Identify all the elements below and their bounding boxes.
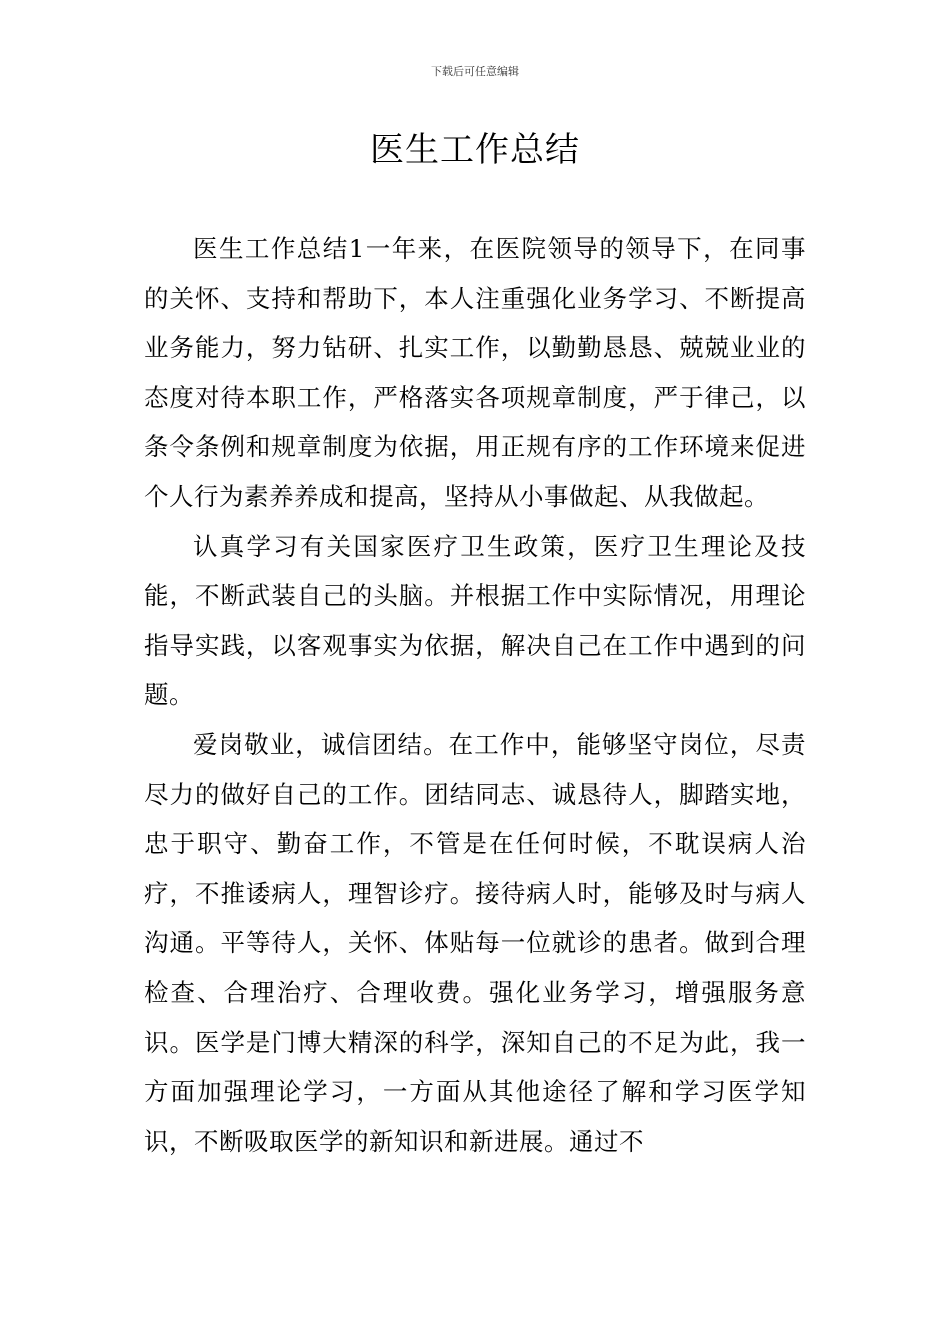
document-title: 医生工作总结 (370, 130, 580, 170)
paragraph-3: 爱岗敬业，诚信团结。在工作中，能够坚守岗位，尽责尽力的做好自己的工作。团结同志、诚恳待人，脚踏实地，忠于职守、勤奋工作，不管是在任何时候，不耽误病人治疗，不推诿病人，理智诊疗。接待病人时，能够及时与病人沟通。平等待人，关怀、体贴每一位就诊的患者。做到合理检查、合理治疗、合理收费。强化业务学习，增强服务意识。医学是门博大精深的科学，深知自己的不足为此，我一方面加强理论学习，一方面从其他途径了解和学习医学知识，不断吸取医学的新知识和新进展。通过不 (144, 729, 806, 1156)
paragraph-1: 医生工作总结1一年来，在医院领导的领导下，在同事的关怀、支持和帮助下，本人注重强化业务学习、不断提高业务能力，努力钻研、扎实工作，以勤勤恳恳、兢兢业业的态度对待本职工作，严格落实各项规章制度，严于律己，以条令条例和规章制度为依据，用正规有序的工作环境来促进个人行为素养养成和提高，坚持从小事做起、从我做起。 (144, 234, 806, 511)
header-note: 下载后可任意编辑 (431, 65, 519, 78)
document-body (144, 224, 806, 1166)
paragraph-2: 认真学习有关国家医疗卫生政策，医疗卫生理论及技能，不断武装自己的头脑。并根据工作中实际情况，用理论指导实践，以客观事实为依据，解决自己在工作中遇到的问题。 (144, 531, 806, 710)
